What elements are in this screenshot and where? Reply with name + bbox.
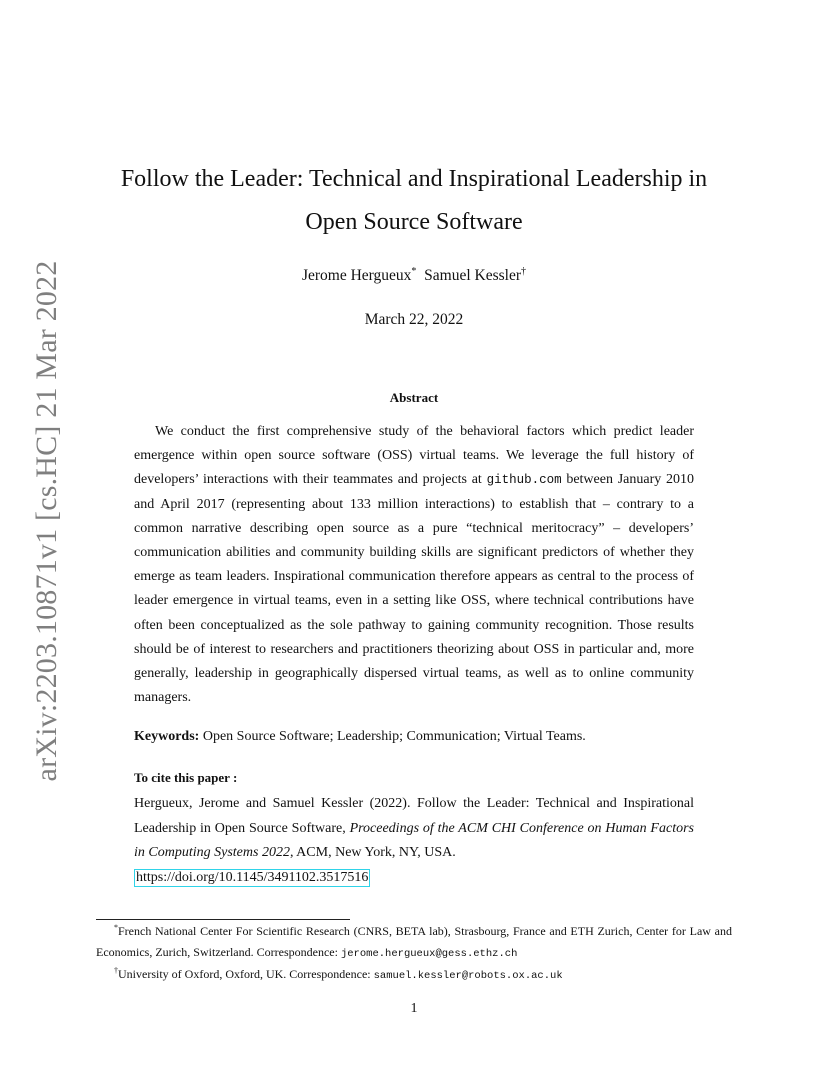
citation-venue: Proceedings of the ACM CHI Conference on Human Factors in Computing Systems 2022: [134, 820, 694, 860]
paper-title-line-2: Open Source Software: [305, 209, 523, 235]
footnote-2-mark: †: [114, 966, 118, 975]
publication-date: March 22, 2022: [364, 311, 464, 328]
author-1-name: Jerome Hergueux: [301, 267, 412, 284]
paper-title-line-1: Follow the Leader: Technical and Inspirational Leadership in: [120, 166, 708, 192]
author-1-footnote-mark: *: [411, 265, 417, 277]
footnote-1-email[interactable]: jerome.hergueux@gess.ethz.ch: [340, 947, 518, 960]
footnote-2-text: University of Oxford, Oxford, UK. Correspondence:: [118, 967, 374, 981]
abstract-text-part-2: between January 2010 and April 2017 (representing about 133 million interactions) to establish that – contrary to a common narrative describing open source as a pure “technical meritocracy” – developers’ communication abilities and community building skills are significant predictors of whether they emerge as team leaders. Inspirational communication therefore appears as central to the process of leader emergence in virtual teams, even in a setting like OSS, where technical contributions have often been conceptualized as the sole pathway to gaining community recognition. Those results should be of interest to researchers and practitioners theorizing about OSS in particular and, more generally, leadership in geographically dispersed virtual teams, as well as to online community managers.: [134, 472, 694, 706]
author-2-name: Samuel Kessler: [424, 267, 522, 284]
authors: [0, 267, 828, 285]
citation-text: [134, 792, 694, 890]
citation-publisher: , ACM, New York, NY, USA.: [289, 845, 456, 860]
footnote-1-text: French National Center For Scientific Research (CNRS, BETA lab), Strasbourg, France and ETH Zurich, Center for Law and Economics, Zurich, Switzerland. Correspondence:: [96, 924, 732, 959]
citation-heading: To cite this paper :: [134, 770, 238, 785]
citation-authors-title: Hergueux, Jerome and Samuel Kessler (2022). Follow the Leader: Technical and Inspirational Leadership in Open Source Software,: [134, 796, 694, 836]
footnote-2: [96, 964, 732, 987]
abstract-heading: Abstract: [389, 390, 439, 405]
arxiv-identifier: arXiv:2203.10871v1 [cs.HC] 21 Mar 2022: [30, 260, 63, 782]
github-code-term: github.com: [486, 473, 562, 488]
abstract-text: [134, 420, 694, 710]
footnote-2-email[interactable]: samuel.kessler@robots.ox.ac.uk: [373, 970, 563, 982]
abstract-text-part-1: We conduct the first comprehensive study of the behavioral factors which predict leader emergence within open source software (OSS) virtual teams. We leverage the full history of developers’ interactions with their teammates and projects at: [134, 424, 694, 488]
footnote-1: [96, 921, 732, 964]
footnote-1-mark: *: [114, 923, 118, 932]
author-2-footnote-mark: †: [521, 265, 527, 277]
footnote-rule: [96, 919, 350, 920]
page-number: 1: [410, 1001, 418, 1016]
footnotes: [96, 921, 732, 987]
keywords: [134, 729, 694, 745]
keywords-text: Open Source Software; Leadership; Communication; Virtual Teams.: [199, 729, 586, 744]
doi-link[interactable]: https://doi.org/10.1145/3491102.3517516: [136, 869, 369, 885]
keywords-label: Keywords:: [134, 729, 200, 744]
